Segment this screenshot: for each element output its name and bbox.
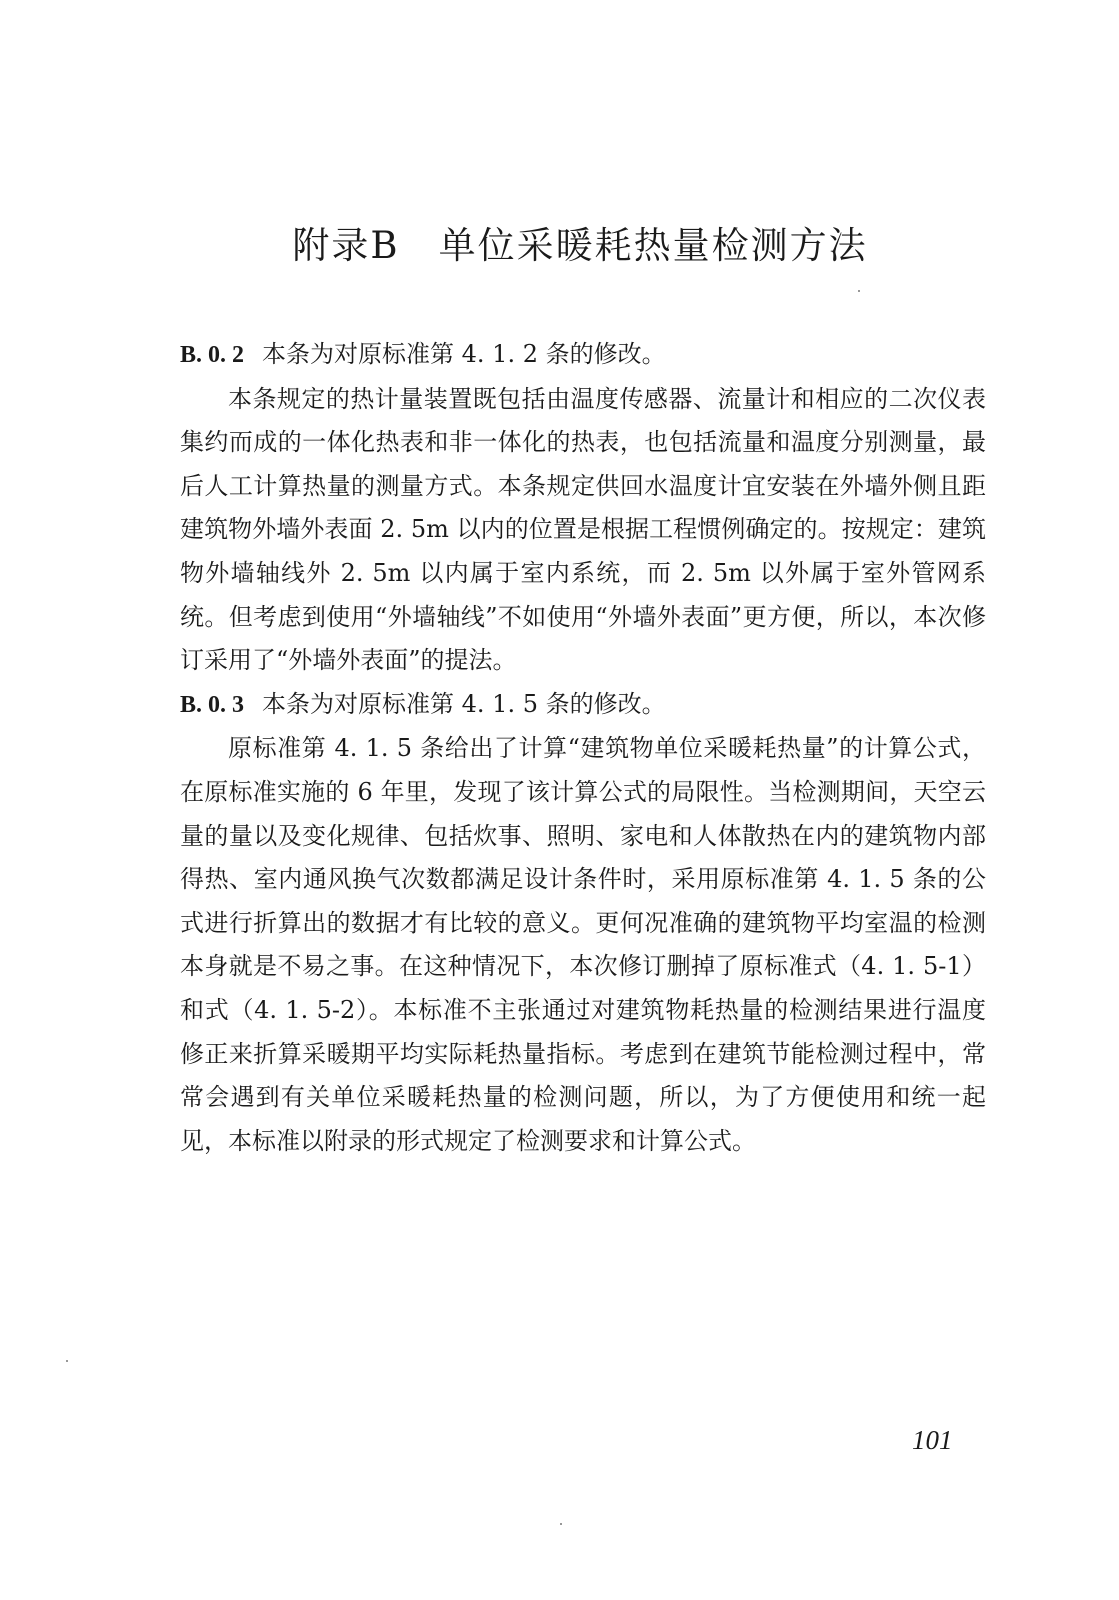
scan-speck [858,290,860,292]
clause-b-0-2-paragraph: 本条规定的热计量装置既包括由温度传感器、流量计和相应的二次仪表集约而成的一体化热表和非一体化的热表，也包括流量和温度分别测量，最后人工计算热量的测量方式。本条规定供回水温度计宜安装在外墙外侧且距建筑物外墙外表面 2. 5m 以内的位置是根据工程惯例确定的。按规定：建筑物外墙轴线外 2. 5m 以内属于室内系统，而 2. 5m 以外属于室外管网系统。但考虑到使用“外墙轴线”不如使用“外墙外表面”更方便，所以，本次修订采用了“外墙外表面”的提法。 [180,384,986,675]
clause-number: B. 0. 2 [180,342,245,368]
clause-b-0-2-heading [180,333,986,378]
clause-number: B. 0. 3 [180,691,245,718]
body-text [180,333,986,1163]
clause-heading-text: 本条为对原标准第 4. 1. 5 条的修改。 [262,689,666,718]
scan-speck [66,1360,68,1362]
page-number: 101 [912,1425,953,1455]
clause-b-0-3-heading [180,683,986,728]
page-title: 附录B 单位采暖耗热量检测方法 [292,224,868,267]
scan-speck [560,1523,562,1525]
clause-b-0-3-paragraph: 原标准第 4. 1. 5 条给出了计算“建筑物单位采暖耗热量”的计算公式，在原标准实施的 6 年里，发现了该计算公式的局限性。当检测期间，天空云量的量以及变化规律、包括炊事、照明、家电和人体散热在内的建筑物内部得热、室内通风换气次数都满足设计条件时，采用原标准第 4. 1. 5 条的公式进行折算出的数据才有比较的意义。更何况准确的建筑物平均室温的检测本身就是不易之事。在这种情况下，本次修订删掉了原标准式（4. 1. 5-1）和式（4. 1. 5-2）。本标准不主张通过对建筑物耗热量的检测结果进行温度修正来折算采暖期平均实际耗热量指标。考虑到在建筑节能检测过程中，常常会遇到有关单位采暖耗热量的检测问题，所以，为了方便使用和统一起见，本标准以附录的形式规定了检测要求和计算公式。 [180,734,986,1155]
clause-heading-text: 本条为对原标准第 4. 1. 2 条的修改。 [262,340,666,368]
